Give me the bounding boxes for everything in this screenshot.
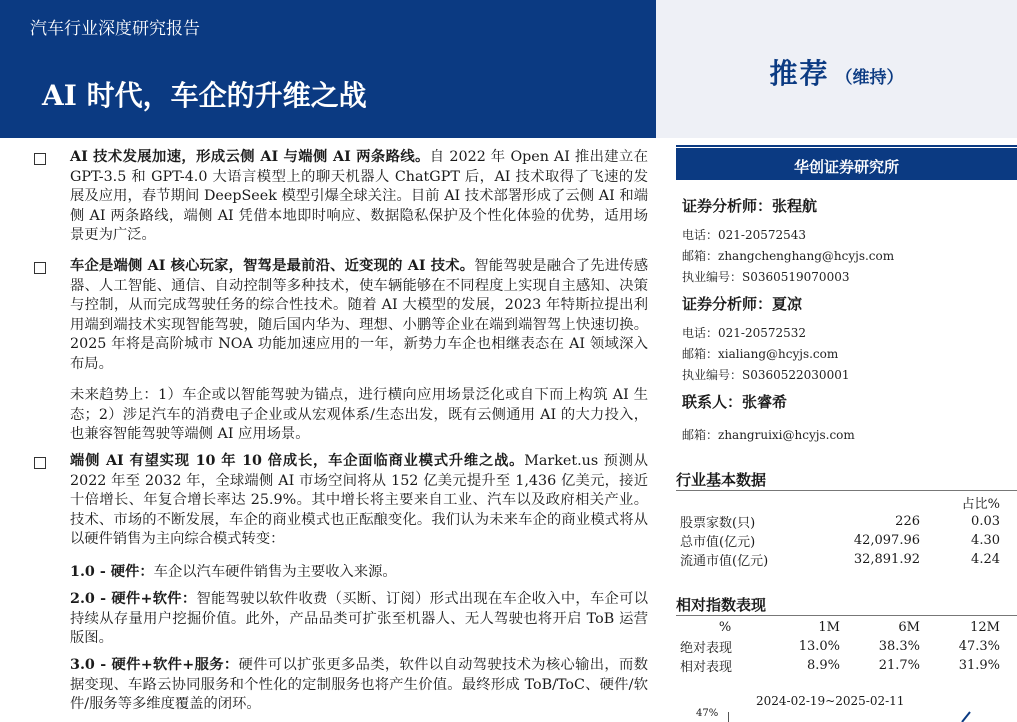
firm-name: 华创证券研究所: [676, 148, 1017, 180]
contact-email[interactable]: 邮箱：zhangruixi@hcyjs.com: [682, 428, 855, 442]
col-header: 12M: [970, 620, 1000, 635]
row-label: 总市值(亿元): [680, 535, 756, 550]
model-1: [70, 563, 648, 583]
analyst-2-email[interactable]: 邮箱：xialiang@hcyjs.com: [682, 347, 839, 361]
col-header: 6M: [898, 620, 920, 635]
paragraph-1: [70, 148, 648, 246]
paragraph-3-text: Market.us 预测从 2022 年至 2032 年，全球端侧 AI 市场空间将从 152 亿美元提升至 1,436 亿美元，接近十倍增长、年复合增长率达 25.9%。其中增长将主要来自工业、汽车以及政府相关产业。技术、市场的不断发展，车企的商业模式也正酝酿变化。我们认为未来车企的商业模式将从以硬件销售为主向综合模式转变：: [70, 453, 649, 548]
analyst-1-cert: 执业编号：S0360519070003: [682, 270, 850, 284]
pct-header: 占比%: [961, 497, 1000, 512]
model-3: [70, 656, 648, 715]
row-label: 相对表现: [680, 660, 733, 675]
checkbox-bullet-icon: [34, 457, 46, 469]
table-row: [680, 637, 1000, 656]
cell: 38.3%: [878, 639, 920, 654]
paragraph-1-lead: AI 技术发展加速，形成云侧 AI 与端侧 AI 两条路线。: [70, 149, 430, 165]
analyst-2-cert: 执业编号：S0360522030001: [682, 368, 850, 382]
paragraph-1-text: 自 2022 年 Open AI 推出建立在 GPT-3.5 和 GPT-4.0 大语言模型上的聊天机器人 ChatGPT 后，AI 技术取得了飞速的发展及应用，春节期间 DeepSeek 模型引爆全球关注。目前 AI 技术部署形成了云侧 AI 和端侧 AI 两条路线，端侧 AI 凭借本地即时响应、数据隐私保护及个性化体验的优势，适用场景更为广泛。: [70, 149, 648, 244]
analyst-2-phone: 电话：021-20572532: [682, 326, 807, 340]
performance-table: [680, 618, 1000, 675]
table-row: [680, 531, 1000, 550]
paragraph-2: [70, 257, 648, 375]
table-header-row: [680, 493, 1000, 512]
checkbox-bullet-icon: [34, 153, 46, 165]
industry-data-table: [680, 493, 1000, 569]
chart-line-stub: [926, 710, 986, 722]
cell: 13.0%: [798, 639, 840, 654]
rating-main: 推荐: [769, 57, 830, 90]
chart-date-range: 2024-02-19~2025-02-11: [756, 694, 905, 708]
row-pct: 4.30: [971, 533, 1000, 548]
paragraph-2-text: 智能驾驶是融合了先进传感器、人工智能、通信、自动控制等多种技术，使车辆能够在不同程度上实现自主感知、决策与控制，从而完成驾驶任务的综合性技术。随着 AI 大模型的发展，2023 年特斯拉提出利用端到端技术实现智能驾驶，随后国内华为、理想、小鹏等企业在端到端智驾上快速切换。2025 年将是高阶城市 NOA 功能加速应用的一年，新势力车企也相继表态在 AI 领域深入布局。: [70, 258, 649, 372]
model-2-label: 2.0 - 硬件+软件：: [70, 591, 197, 607]
model-1-label: 1.0 - 硬件：: [70, 564, 154, 580]
performance-title: 相对指数表现: [676, 596, 767, 614]
header-banner: [0, 0, 656, 138]
row-label: 股票家数(只): [680, 516, 756, 531]
contact-name: 联系人：张睿希: [682, 393, 788, 411]
chart-y-label: 47%: [696, 708, 719, 719]
divider: [676, 615, 1017, 616]
row-value: 226: [895, 514, 920, 529]
row-pct: 4.24: [971, 552, 1000, 567]
model-1-text: 车企以汽车硬件销售为主要收入来源。: [153, 564, 397, 580]
model-2: [70, 590, 648, 649]
industry-data-title: 行业基本数据: [676, 471, 767, 489]
cell: 47.3%: [958, 639, 1000, 654]
model-3-text: 硬件可以扩张更多品类，软件以自动驾驶技术为核心输出，而数据变现、车路云协同服务和个性化的定制服务也将产生价值。最终形成 ToB/ToC、硬件/软件/服务等多维度覆盖的闭环。: [70, 657, 648, 713]
paragraph-3: [70, 452, 648, 550]
col-header: %: [718, 620, 732, 635]
sidebar: [676, 138, 1017, 722]
model-2-text: 智能驾驶以软件收费（买断、订阅）形式出现在车企收入中，车企可以持续从存量用户挖掘价值。此外，产品品类可扩张至机器人、无人驾驶也将开启 ToB 运营版图。: [70, 591, 648, 647]
cell: 31.9%: [958, 658, 1000, 673]
row-value: 42,097.96: [853, 533, 920, 548]
row-label: 流通市值(亿元): [680, 554, 769, 569]
analyst-2-name: 证券分析师：夏凉: [682, 295, 803, 313]
row-value: 32,891.92: [853, 552, 920, 567]
table-header-row: [680, 618, 1000, 637]
divider: [676, 490, 1017, 491]
report-title: AI 时代，车企的升维之战: [42, 79, 367, 112]
chart-axis: [728, 712, 729, 722]
rating: [656, 52, 1017, 92]
checkbox-bullet-icon: [34, 262, 46, 274]
analyst-1-name: 证券分析师：张程航: [682, 197, 818, 215]
model-3-label: 3.0 - 硬件+软件+服务：: [70, 657, 239, 673]
row-label: 绝对表现: [680, 641, 733, 656]
analyst-1-email[interactable]: 邮箱：zhangchenghang@hcyjs.com: [682, 249, 895, 263]
table-row: [680, 512, 1000, 531]
report-type: 汽车行业深度研究报告: [30, 19, 200, 39]
row-pct: 0.03: [971, 514, 1000, 529]
paragraph-2-lead: 车企是端侧 AI 核心玩家，智驾是最前沿、近变现的 AI 技术。: [70, 258, 475, 274]
analyst-1-phone: 电话：021-20572543: [682, 228, 807, 242]
table-row: [680, 656, 1000, 675]
cell: 8.9%: [806, 658, 840, 673]
col-header: 1M: [818, 620, 840, 635]
paragraph-3-lead: 端侧 AI 有望实现 10 年 10 倍成长，车企面临商业模式升维之战。: [70, 453, 525, 469]
table-row: [680, 550, 1000, 569]
cell: 21.7%: [878, 658, 920, 673]
rating-sub: （维持）: [835, 68, 904, 88]
paragraph-2b: 未来趋势上：1）车企或以智能驾驶为锚点，进行横向应用场景泛化或自下而上构筑 AI 生态；2）涉足汽车的消费电子企业或从宏观体系/生态出发，既有云侧通用 AI 的大力投入，也兼容智能驾驶等端侧 AI 应用场景。: [70, 387, 648, 443]
